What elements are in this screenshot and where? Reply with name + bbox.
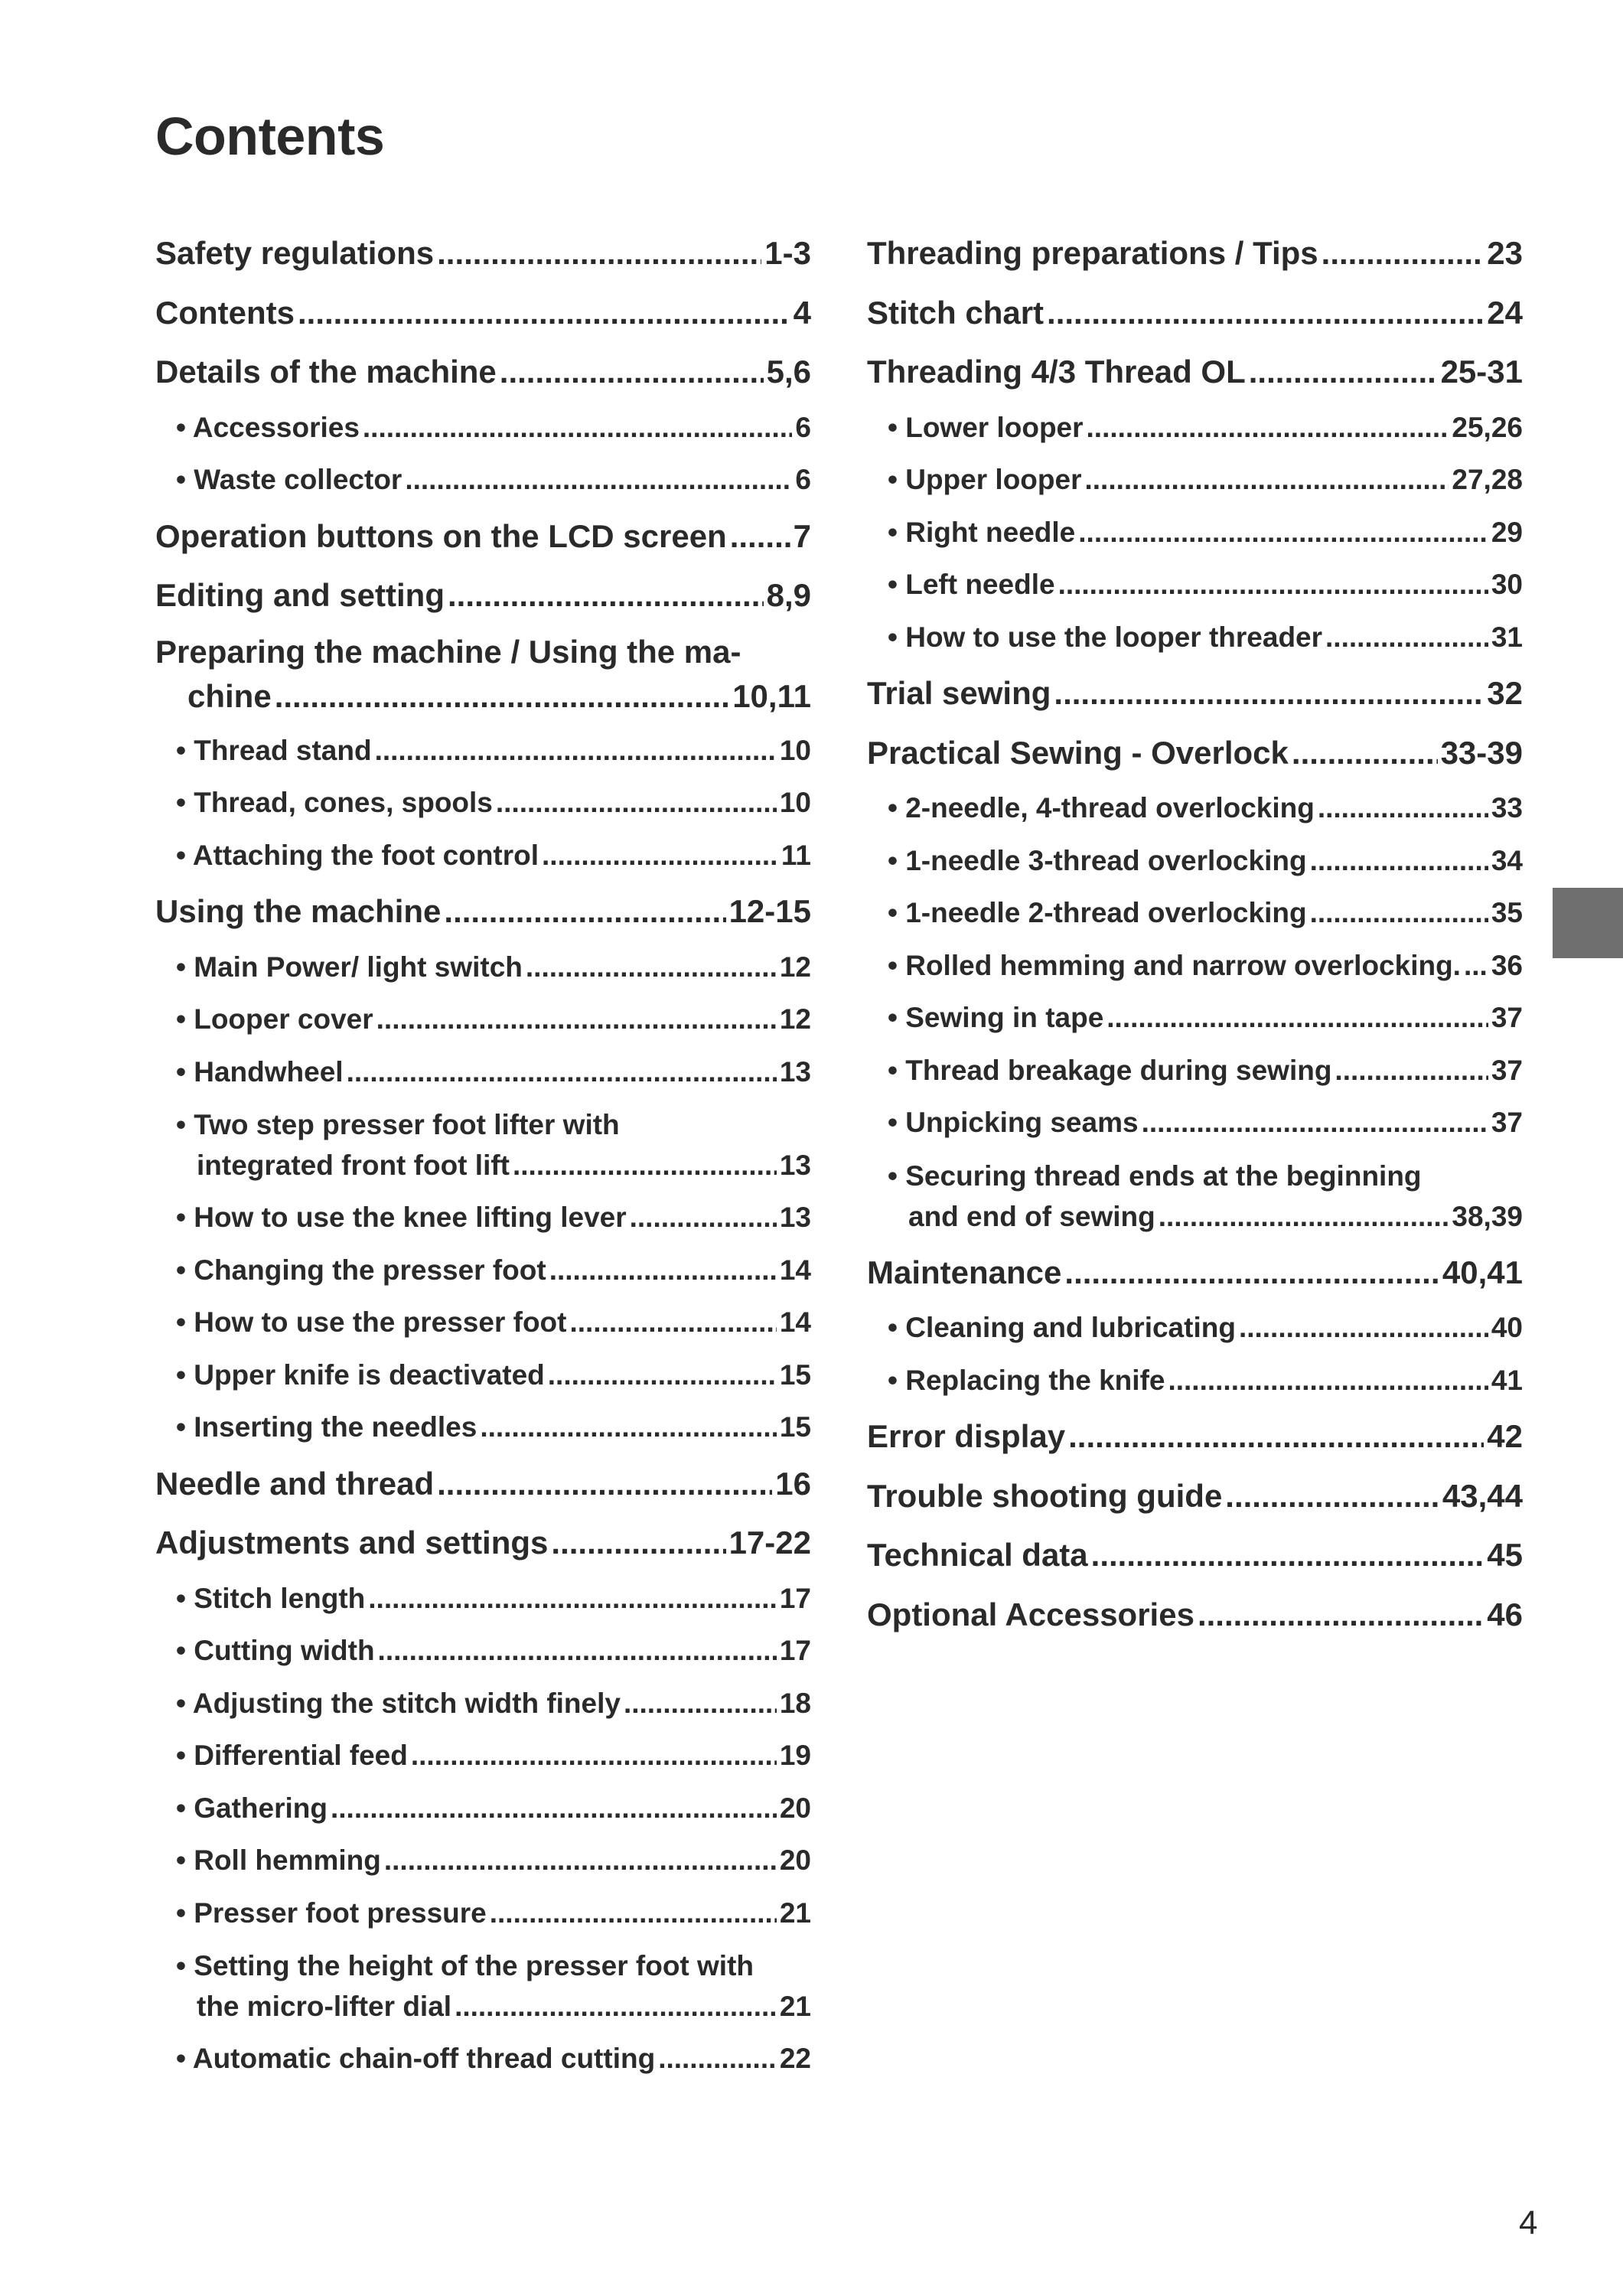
toc-subentry-chain-off[interactable]: • Automatic chain-off thread cutting ..... 22 <box>155 2033 811 2086</box>
toc-subentry-left-needle[interactable]: • Left needle ..... 30 <box>867 559 1523 612</box>
toc-subentry-upper-knife[interactable]: • Upper knife is deactivated ..... 15 <box>155 1349 811 1402</box>
toc-subentry-micro-lifter[interactable]: • Setting the height of the presser foot with the micro-lifter dial ..... 21 <box>155 1939 811 2033</box>
toc-entry-optional-accessories[interactable]: Optional Accessories ..... 46 <box>867 1585 1523 1645</box>
toc-subentry-stitch-width[interactable]: • Adjusting the stitch width finely ..... 18 <box>155 1678 811 1730</box>
page-title: Contents <box>155 106 385 166</box>
toc-entry-trouble-shooting[interactable]: Trouble shooting guide ..... 43,44 <box>867 1466 1523 1526</box>
toc-subentry-roll-hemming[interactable]: • Roll hemming ..... 20 <box>155 1835 811 1887</box>
toc-subentry-securing-threads[interactable]: • Securing thread ends at the beginning and end of sewing ..... 38,39 <box>867 1150 1523 1243</box>
toc-subentry-waste-collector[interactable]: • Waste collector ..... 6 <box>155 454 811 507</box>
toc-entry-technical-data[interactable]: Technical data ..... 45 <box>867 1525 1523 1585</box>
toc-subentry-handwheel[interactable]: • Handwheel ..... 13 <box>155 1046 811 1099</box>
toc-entry-trial-sewing[interactable]: Trial sewing ..... 32 <box>867 664 1523 723</box>
toc-subentry-foot-control[interactable]: • Attaching the foot control ..... 11 <box>155 830 811 882</box>
toc-entry-operation-buttons[interactable]: Operation buttons on the LCD screen ..... 7 <box>155 507 811 566</box>
toc-subentry-changing-foot[interactable]: • Changing the presser foot ..... 14 <box>155 1244 811 1297</box>
toc-subentry-looper-threader[interactable]: • How to use the looper threader ..... 31 <box>867 612 1523 664</box>
toc-subentry-accessories[interactable]: • Accessories ..... 6 <box>155 402 811 455</box>
toc-subentry-stitch-length[interactable]: • Stitch length ..... 17 <box>155 1573 811 1626</box>
toc-subentry-thread-breakage[interactable]: • Thread breakage during sewing ..... 37 <box>867 1045 1523 1097</box>
toc-entry-safety[interactable]: Safety regulations ..... 1-3 <box>155 223 811 283</box>
toc-subentry-gathering[interactable]: • Gathering ..... 20 <box>155 1782 811 1835</box>
toc-subentry-knee-lever[interactable]: • How to use the knee lifting lever ..... 13 <box>155 1192 811 1244</box>
toc-entry-threading-prep[interactable]: Threading preparations / Tips ..... 23 <box>867 223 1523 283</box>
toc-entry-preparing[interactable]: Preparing the machine / Using the ma- chine ..... 10,11 <box>155 625 811 725</box>
toc-subentry-differential-feed[interactable]: • Differential feed ..... 19 <box>155 1730 811 1782</box>
toc-entry-using-machine[interactable]: Using the machine ..... 12-15 <box>155 882 811 941</box>
toc-subentry-lower-looper[interactable]: • Lower looper ..... 25,26 <box>867 402 1523 455</box>
toc-subentry-main-power[interactable]: • Main Power/ light switch ..... 12 <box>155 941 811 994</box>
toc-subentry-foot-pressure[interactable]: • Presser foot pressure ..... 21 <box>155 1887 811 1940</box>
toc-subentry-thread-stand[interactable]: • Thread stand ..... 10 <box>155 725 811 778</box>
toc-entry-needle-thread[interactable]: Needle and thread ..... 16 <box>155 1454 811 1514</box>
toc-subentry-use-foot[interactable]: • How to use the presser foot ..... 14 <box>155 1296 811 1349</box>
toc-entry-stitch-chart[interactable]: Stitch chart ..... 24 <box>867 283 1523 343</box>
toc-subentry-two-step-lifter[interactable]: • Two step presser foot lifter with integrated front foot lift ..... 13 <box>155 1098 811 1192</box>
toc-entry-adjustments[interactable]: Adjustments and settings ..... 17-22 <box>155 1513 811 1573</box>
toc-subentry-right-needle[interactable]: • Right needle ..... 29 <box>867 507 1523 559</box>
toc-subentry-upper-looper[interactable]: • Upper looper ..... 27,28 <box>867 454 1523 507</box>
chapter-tab-marker <box>1553 888 1623 958</box>
toc-subentry-two-needle[interactable]: • 2-needle, 4-thread overlocking ..... 33 <box>867 782 1523 835</box>
toc-subentry-one-needle-2[interactable]: • 1-needle 2-thread overlocking ..... 35 <box>867 887 1523 940</box>
toc-subentry-inserting-needles[interactable]: • Inserting the needles ..... 15 <box>155 1401 811 1454</box>
toc-left-column <box>155 223 811 2086</box>
toc-subentry-one-needle-3[interactable]: • 1-needle 3-thread overlocking ..... 34 <box>867 835 1523 888</box>
page-number: 4 <box>1519 2204 1538 2242</box>
toc-subentry-rolled-hemming[interactable]: • Rolled hemming and narrow overlocking. ..... 36 <box>867 940 1523 993</box>
toc-entry-maintenance[interactable]: Maintenance ..... 40,41 <box>867 1243 1523 1303</box>
toc-entry-threading-ol[interactable]: Threading 4/3 Thread OL ..... 25-31 <box>867 342 1523 402</box>
toc-subentry-thread-cones[interactable]: • Thread, cones, spools ..... 10 <box>155 777 811 830</box>
toc-entry-error-display[interactable]: Error display ..... 42 <box>867 1407 1523 1466</box>
toc-entry-details[interactable]: Details of the machine ..... 5,6 <box>155 342 811 402</box>
toc-subentry-unpicking[interactable]: • Unpicking seams ..... 37 <box>867 1097 1523 1150</box>
toc-subentry-looper-cover[interactable]: • Looper cover ..... 12 <box>155 993 811 1046</box>
toc-entry-editing[interactable]: Editing and setting ..... 8,9 <box>155 566 811 625</box>
toc-right-column <box>867 223 1523 1644</box>
toc-subentry-cleaning[interactable]: • Cleaning and lubricating ..... 40 <box>867 1302 1523 1355</box>
toc-subentry-sewing-tape[interactable]: • Sewing in tape ..... 37 <box>867 992 1523 1045</box>
toc-entry-contents[interactable]: Contents ..... 4 <box>155 283 811 343</box>
toc-subentry-replacing-knife[interactable]: • Replacing the knife ..... 41 <box>867 1355 1523 1407</box>
toc-entry-practical-sewing[interactable]: Practical Sewing - Overlock ..... 33-39 <box>867 723 1523 783</box>
toc-subentry-cutting-width[interactable]: • Cutting width ..... 17 <box>155 1625 811 1678</box>
